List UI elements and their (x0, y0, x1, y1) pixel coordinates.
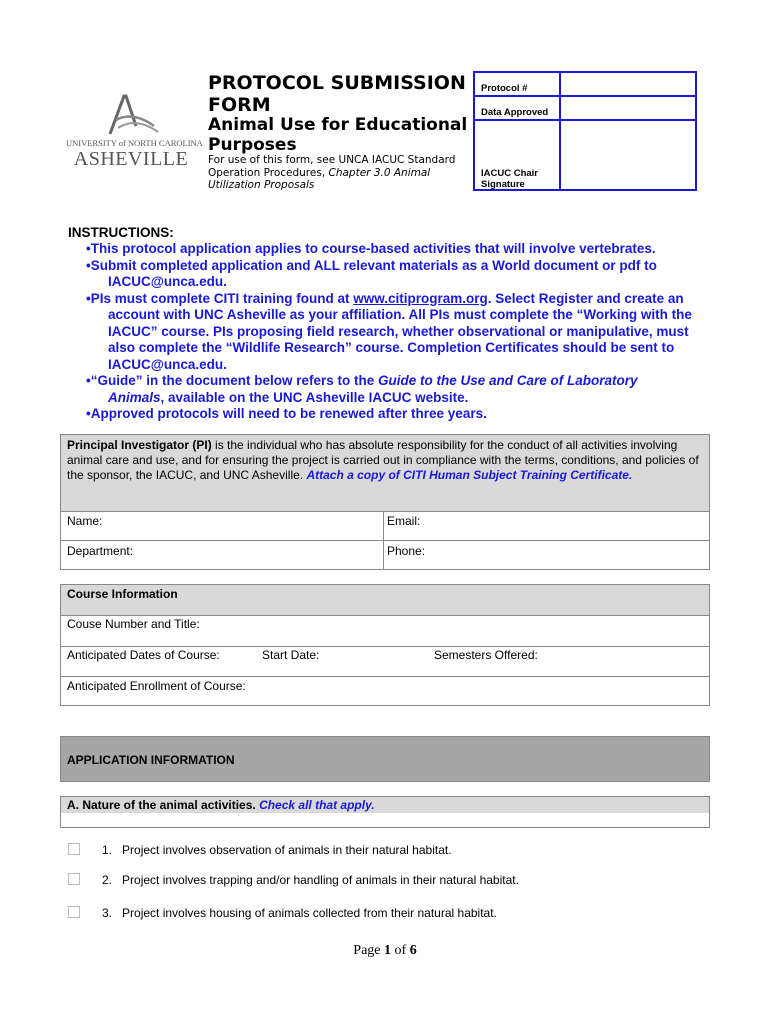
chair-signature-label: IACUC Chair Signature (481, 168, 539, 190)
form-subtitle: Animal Use for Educational Purposes (208, 115, 468, 155)
date-approved-field[interactable] (561, 97, 693, 119)
logo-campus-text: ASHEVILLE (73, 148, 189, 170)
name-label: Name: (67, 514, 103, 528)
instructions-list: •This protocol application applies to course-based activities that will involve vertebrates. •Submit completed application and ALL relevant materials as a World document or pdf to IACUC@unca.edu. •PIs must complete CITI training found at www.citiprogram.org. Select Register and create an account with UNC Asheville as your affiliation. All PIs must complete the “Working with the IACUC” course. PIs proposing field research, whether observational or manipulative, must also complete the “Wildlife Research” course. Completion Certificates should be sent to IACUC@unca.edu. •“Guide” in the document below refers to the Guide to the Use and Care of Laboratory Animals, available on the UNC Asheville IACUC website. •Approved protocols will need to be renewed after three years. (86, 241, 726, 423)
instruction-item: •Approved protocols will need to be renewed after three years. (86, 406, 487, 421)
instruction-item: •Submit completed application and ALL relevant materials as a World document or pdf to (86, 257, 657, 273)
instructions-heading: INSTRUCTIONS: (68, 225, 174, 240)
item-3: 3. Project involves housing of animals collected from their natural habitat. (102, 906, 497, 920)
item-1-checkbox[interactable] (68, 843, 80, 855)
citi-program-link[interactable]: www.citiprogram.org (353, 290, 488, 306)
semesters-label: Semesters Offered: (434, 648, 538, 662)
item-1: 1. Project involves observation of animals in their natural habitat. (102, 843, 452, 857)
pi-description: Principal Investigator (PI) is the individual who has absolute responsibility for the conduct of all activities involving animal care and use, and for ensuring the project is carried out in compliance with the terms, conditions, and policies of the sponsor, the IACUC, and UNC Asheville. Attach a copy of CITI Human Subject Training Certificate. (67, 438, 699, 482)
date-approved-label: Data Approved (481, 107, 549, 118)
start-date-label: Start Date: (262, 648, 320, 662)
course-table (60, 584, 710, 706)
logo-university-text: UNIVERSITY of NORTH CAROLINA (66, 138, 203, 148)
protocol-number-field[interactable] (561, 73, 693, 95)
application-heading-box (60, 736, 710, 782)
instruction-item: •“Guide” in the document below refers to the Guide to the Use and Care of Laboratory (86, 373, 638, 388)
protocol-number-label: Protocol # (481, 83, 528, 94)
instruction-item: •PIs must complete CITI training found at www.citiprogram.org. Select Register and create an (86, 290, 684, 306)
pi-table (60, 434, 710, 570)
application-heading: APPLICATION INFORMATION (67, 753, 235, 767)
item-2: 2. Project involves trapping and/or handling of animals in their natural habitat. (102, 873, 519, 887)
course-dates-label: Anticipated Dates of Course: (67, 648, 220, 662)
item-2-checkbox[interactable] (68, 873, 80, 885)
email-label: Email: (387, 514, 421, 528)
form-title: PROTOCOL SUBMISSION FORM (208, 72, 466, 116)
unca-logo (66, 92, 203, 172)
course-info-heading: Course Information (67, 587, 178, 601)
section-a-box (60, 796, 710, 828)
item-3-checkbox[interactable] (68, 906, 80, 918)
chair-signature-field[interactable] (561, 121, 693, 189)
phone-label: Phone: (387, 544, 426, 558)
course-number-label: Couse Number and Title: (67, 617, 200, 631)
section-a-heading: A. Nature of the animal activities. Check all that apply. (67, 798, 375, 812)
department-label: Department: (67, 544, 134, 558)
enrollment-label: Anticipated Enrollment of Course: (67, 679, 246, 693)
instruction-item: •This protocol application applies to course-based activities that will involve vertebrates. (86, 241, 656, 256)
form-note: For use of this form, see UNCA IACUC Standard Operation Procedures, Chapter 3.0 Animal Utilization Proposals (208, 154, 456, 191)
protocol-box (473, 71, 697, 191)
page-number: Page 1 of 6 (353, 943, 417, 958)
